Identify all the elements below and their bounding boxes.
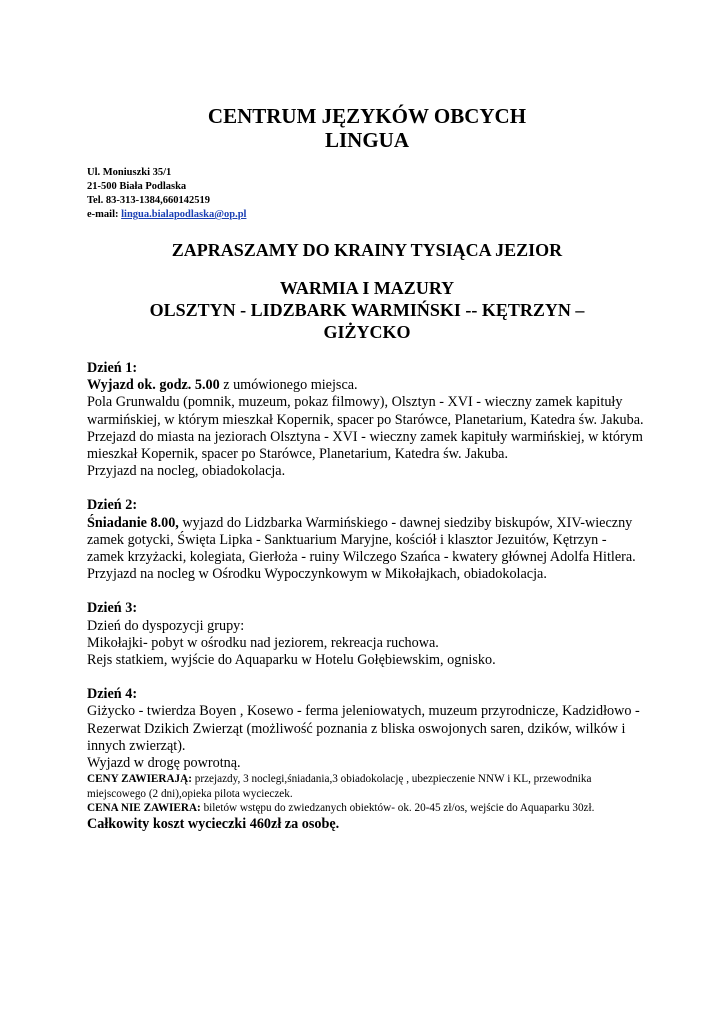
day-paragraph: Przejazd do miasta na jeziorach Olsztyna - XVI - wieczny zamek kapituły warmińskiej, w którym mieszkał Kopernik, spacer po Starówce, Planetarium, Katedra św. Jakuba. xyxy=(87,428,643,463)
day-paragraph: Pola Grunwaldu (pomnik, muzeum, pokaz filmowy), Olsztyn - XVI - wieczny zamek kapituły warmińskiej, w którym mieszkał Kopernik, spacer po Starówce, Planetarium, Katedra św. Jakuba. xyxy=(87,394,644,428)
excludes-text: biletów wstępu do zwiedzanych obiektów- ok. 20-45 zł/os, wejście do Aquaparku 30zł. xyxy=(200,801,595,814)
center-title xyxy=(87,104,647,152)
city: 21-500 Biała Podlaska xyxy=(87,181,187,192)
email-link[interactable]: lingua.bialapodlaska@op.pl xyxy=(121,209,247,220)
day-label: Dzień 1: xyxy=(87,360,138,376)
street: Ul. Moniuszki 35/1 xyxy=(87,167,172,178)
day-label: Dzień 2: xyxy=(87,497,138,514)
email-label: e-mail: xyxy=(87,209,122,220)
includes-text: przejazdy, 3 noclegi,śniadania,3 obiadokolację , ubezpieczenie NNW i KL, przewodnika miejscowego (2 dni),opieka pilota wycieczek. xyxy=(87,773,592,800)
day-4 xyxy=(87,686,647,833)
day-paragraph: Wyjazd w drogę powrotną. xyxy=(87,755,241,772)
day-paragraph: Przyjazd na nocleg, obiadokolacja. xyxy=(87,463,286,480)
phone: Tel. 83-313-1384,660142519 xyxy=(87,195,210,206)
day-1 xyxy=(87,360,647,480)
email-row xyxy=(87,208,647,222)
document-page xyxy=(87,0,647,833)
day-lead: Dzień do dyspozycji grupy: xyxy=(87,617,245,634)
excludes-label: CENA NIE ZAWIERA: xyxy=(87,801,201,814)
day-paragraph: Przyjazd na nocleg w Ośrodku Wypoczynkowym w Mikołajkach, obiadokolacja. xyxy=(87,566,547,583)
day-paragraph: Rejs statkiem, wyjście do Aquaparku w Hotelu Gołębiewskim, ognisko. xyxy=(87,652,496,669)
day-lead-bold: Śniadanie 8.00, xyxy=(87,514,179,531)
region-line-1: WARMIA I MAZURY xyxy=(279,278,455,298)
day-2 xyxy=(87,497,647,583)
region-line-2: OLSZTYN - LIDZBARK WARMIŃSKI -- KĘTRZYN – xyxy=(149,300,585,320)
day-lead-text: z umówionego miejsca. xyxy=(219,377,358,394)
day-3 xyxy=(87,600,647,669)
day-lead-text: wyjazd do Lidzbarka Warmińskiego - dawnej siedziby biskupów, XIV-wieczny zamek gotycki, Święta Lipka - Sanktuarium Maryjne, kościół i klasztor Jezuitów, Kętrzyn - zamek krzyżacki, kolegiata, Gierłoża - ruiny Wilczego Szańca - kwatery głównej Adolfa Hitlera. xyxy=(87,514,636,566)
region-line-3: GIŻYCKO xyxy=(323,322,411,342)
invitation-heading: ZAPRASZAMY DO KRAINY TYSIĄCA JEZIOR xyxy=(171,240,563,260)
region-heading xyxy=(87,277,647,343)
day-label: Dzień 4: xyxy=(87,686,138,703)
includes-label: CENY ZAWIERAJĄ: xyxy=(87,773,192,786)
price-excludes xyxy=(87,801,647,815)
title-line-1: CENTRUM JĘZYKÓW OBCYCH xyxy=(207,104,527,128)
price-includes xyxy=(87,772,647,801)
day-paragraph: Mikołajki- pobyt w ośrodku nad jeziorem, rekreacja ruchowa. xyxy=(87,634,439,651)
day-lead xyxy=(87,515,647,567)
title-line-2: LINGUA xyxy=(324,128,409,152)
day-lead-bold: Wyjazd ok. godz. 5.00 xyxy=(87,377,220,394)
address-block xyxy=(87,166,647,222)
day-label: Dzień 3: xyxy=(87,600,138,617)
total-cost: Całkowity koszt wycieczki 460zł za osobę. xyxy=(87,816,340,833)
day-lead: Giżycko - twierdza Boyen , Kosewo - ferma jeleniowatych, muzeum przyrodnicze, Kadzidłowo - Rezerwat Dzikich Zwierząt (możliwość poznania z bliska oswojonych saren, dzików, wilków i innych zwierząt). xyxy=(87,703,640,754)
day-lead xyxy=(87,377,647,394)
